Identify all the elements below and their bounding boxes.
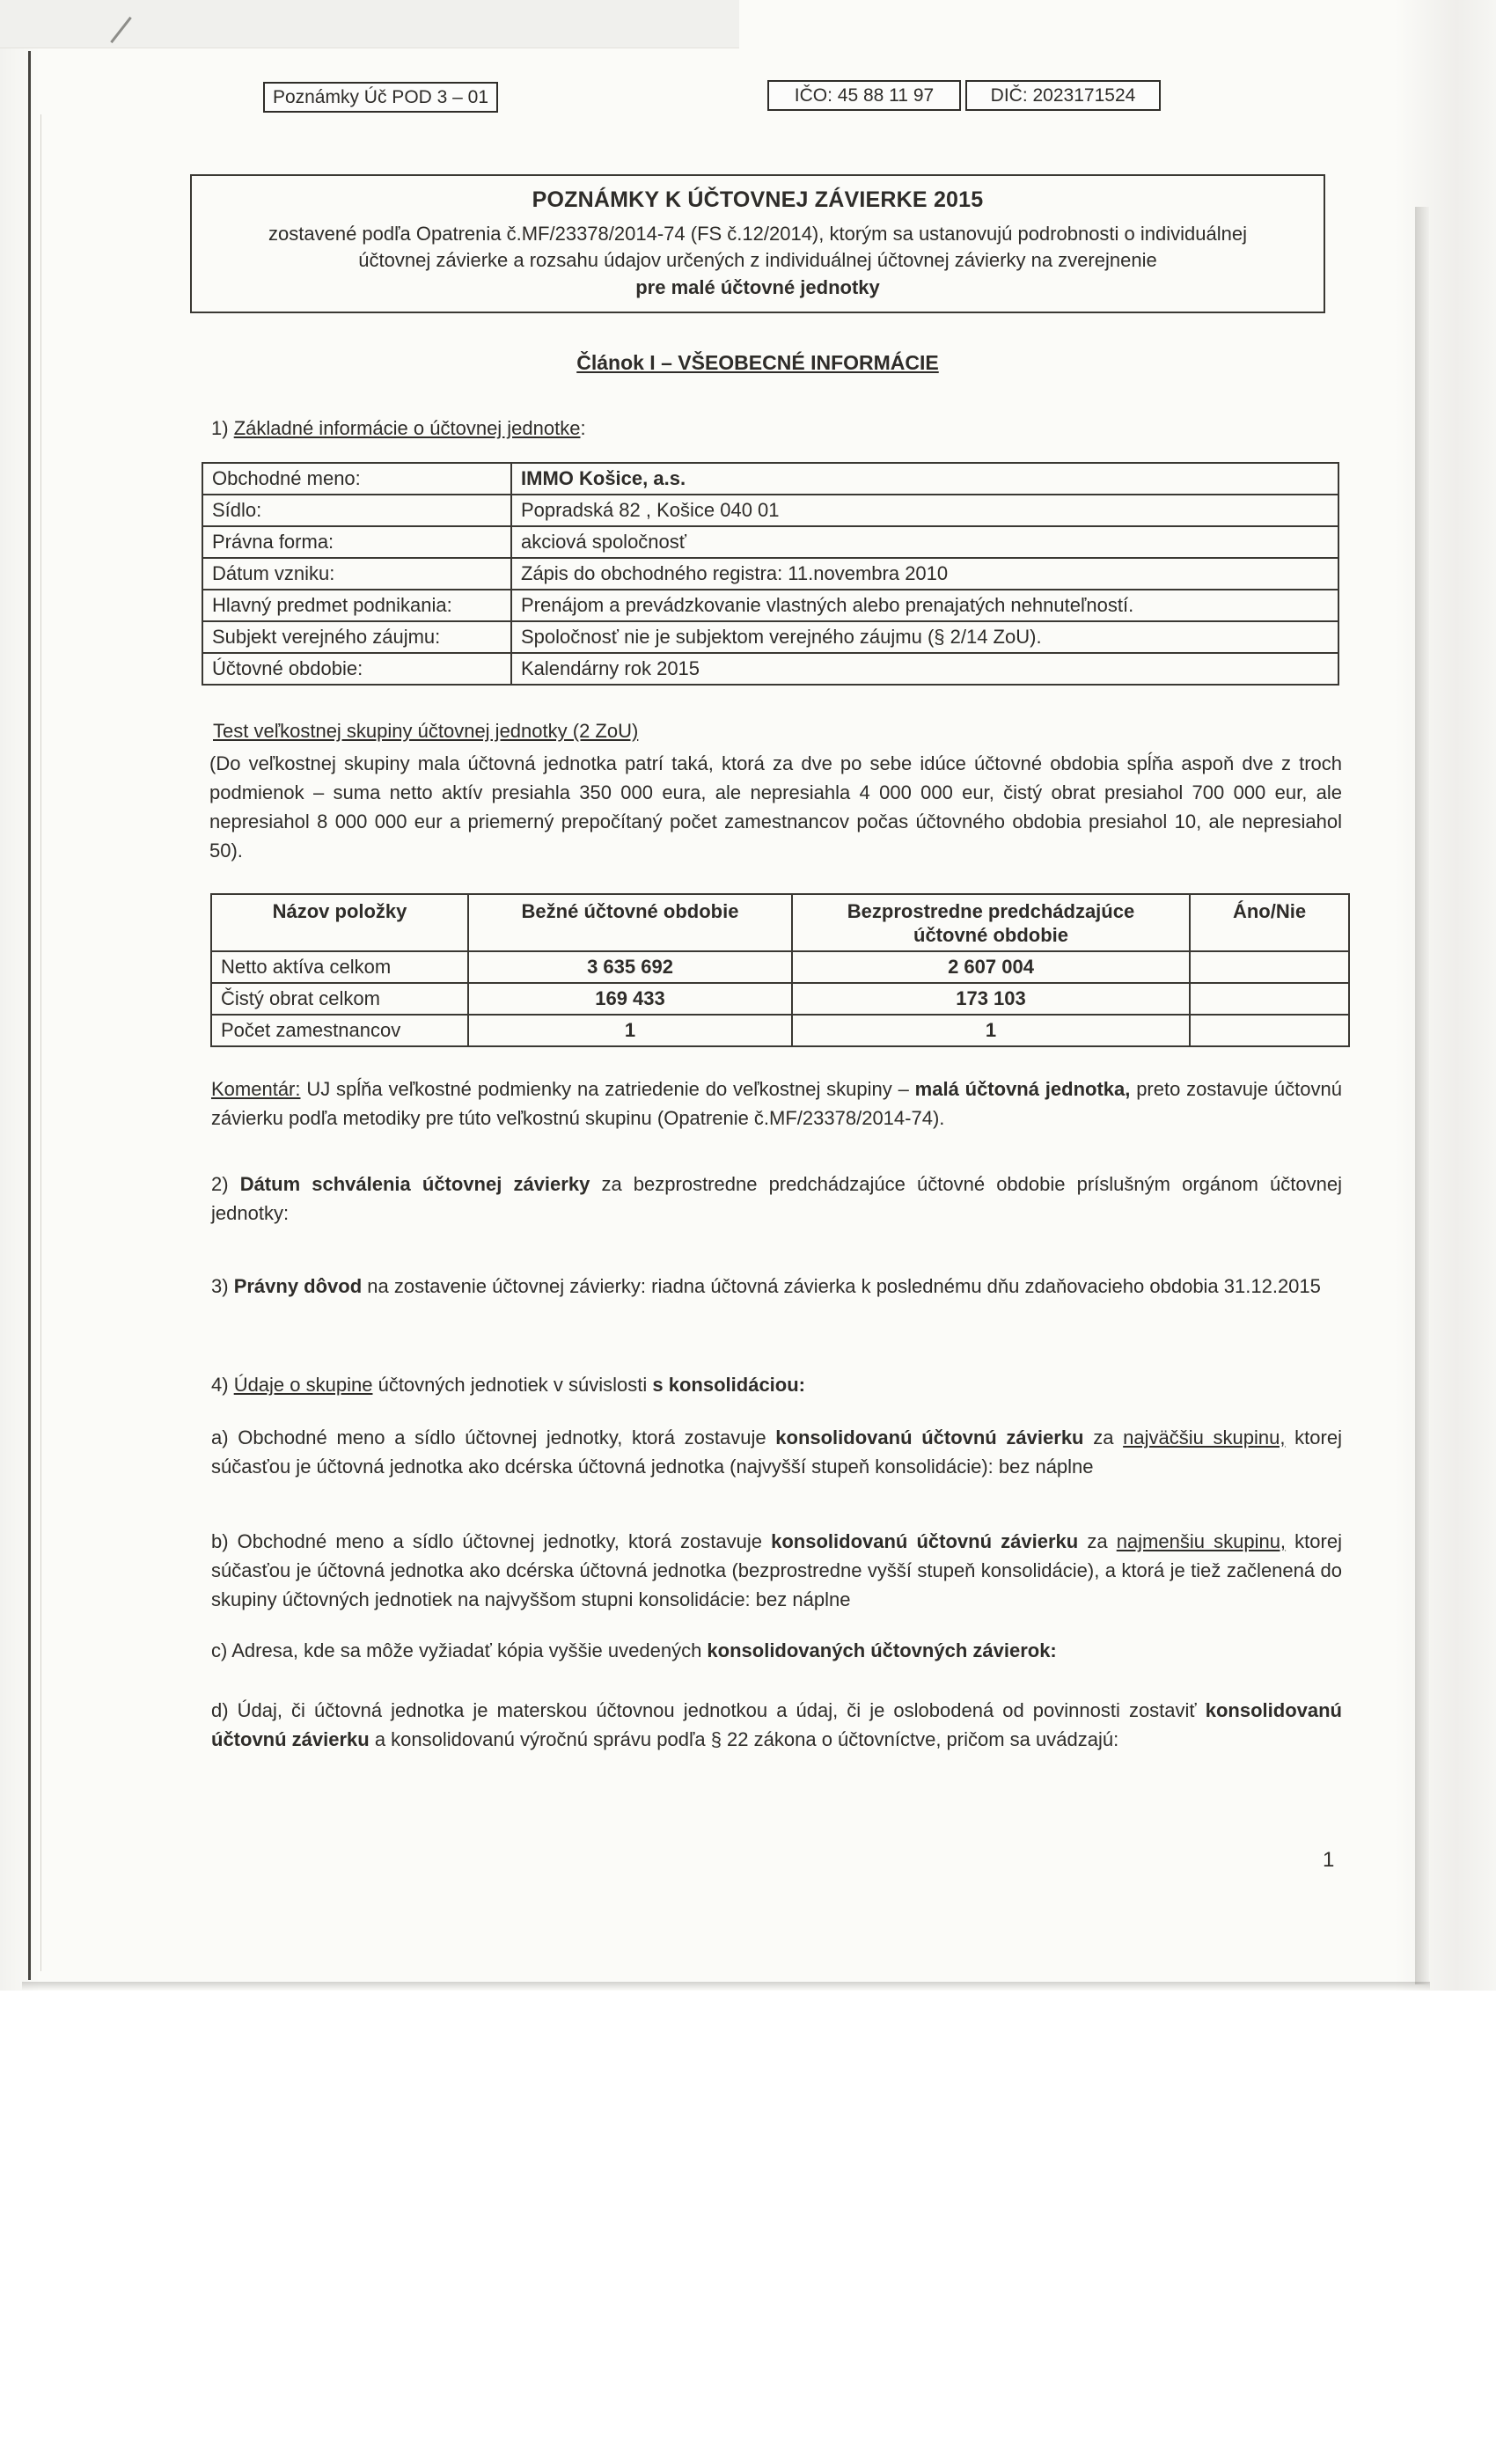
company-info-table [202,462,1339,686]
form-code: Poznámky Úč POD 3 – 01 [272,86,489,107]
text-segment: Dátum schválenia účtovnej závierky [239,1173,590,1195]
info-value: Prenájom a prevádzkovanie vlastných alebo prenajatých nehnuteľností. [511,590,1338,621]
text-segment: a konsolidovanú výročnú správu podľa § 22 zákona o účtovníctve, pričom sa uvádzajú: [369,1728,1119,1750]
paragraph-komentar [211,1074,1342,1133]
table-row [211,983,1349,1015]
table-row [202,526,1338,558]
current-period-value: 1 [468,1015,792,1046]
row-label: Čistý obrat celkom [211,983,468,1015]
yes-no-cell [1190,983,1349,1015]
paragraph-item-a [211,1423,1342,1481]
table-row [211,1015,1349,1046]
form-code-box [263,82,498,113]
text-segment: 2) [211,1173,240,1195]
paragraph-item-2 [211,1170,1342,1228]
info-value: akciová spoločnosť [511,526,1338,558]
text-segment: malá účtovná jednotka, [914,1078,1131,1100]
text-segment: Základné informácie o účtovnej jednotke [233,417,581,439]
text-segment: účtovných jednotiek v súvislosti [372,1374,653,1396]
text-segment: s konsolidáciou: [652,1374,805,1396]
table-row [202,653,1338,685]
text-segment: a) Obchodné meno a sídlo účtovnej jednotky, ktorá zostavuje [211,1426,776,1448]
info-value: IMMO Košice, a.s. [511,463,1338,495]
info-label: Hlavný predmet podnikania: [202,590,511,621]
info-value: Spoločnosť nie je subjektom verejného záujmu (§ 2/14 ZoU). [511,621,1338,653]
text-segment: d) Údaj, či účtovná jednotka je materskou účtovnou jednotkou a údaj, či je oslobodená od povinnosti zostaviť [211,1699,1206,1721]
scan-left-edge-line [28,51,31,1980]
previous-period-value: 1 [792,1015,1190,1046]
table-row [211,951,1349,983]
article-heading-text: Článok I – VŠEOBECNÉ INFORMÁCIE [576,351,939,374]
size-criteria-table [210,893,1350,1047]
size-test-paragraph: (Do veľkostnej skupiny mala účtovná jednotka patrí taká, ktorá za dve po sebe idúce účtovné obdobia spĺňa aspoň dve z troch podmienok – suma netto aktív presiahla 350 000 eura, ale nepresiahla 4 000 000 eur, čistý obrat presiahol 700 000 eur, ale nepresiahol 8 000 000 eur a priemerný prepočítaný počet zamestnancov počas účtovného obdobia presiahol 10, ale nepresiahol 50). [209,752,1342,862]
column-header: Názov položky [211,894,468,951]
info-label: Účtovné obdobie: [202,653,511,685]
text-segment: za [1078,1530,1117,1552]
ico-value: IČO: 45 88 11 97 [794,84,935,106]
column-header: Bezprostredne predchádzajúce účtovné obdobie [792,894,1190,951]
text-segment: c) Adresa, kde sa môže vyžiadať kópia vyššie uvedených [211,1639,708,1661]
table-row [202,463,1338,495]
text-segment: konsolidovanú účtovnú závierku [771,1530,1079,1552]
text-segment: konsolidovaných účtovných závierok: [707,1639,1057,1661]
current-period-value: 3 635 692 [468,951,792,983]
table-row [202,590,1338,621]
text-segment: preto zostavuje účtovnú závierku podľa metodiky pre túto veľkostnú skupinu (Opatrenie č.MF/23378/2014-74). [211,1078,1342,1129]
text-segment: na zostavenie účtovnej závierky: riadna účtovná závierka k poslednému dňu zdaňovacieho obdobia 31.12.2015 [362,1275,1321,1297]
ico-box [767,80,961,111]
text-segment: Údaje o skupine [233,1374,373,1396]
info-label: Sídlo: [202,495,511,526]
paragraph-item-3 [211,1272,1342,1301]
paragraph-item-c [211,1636,1342,1665]
article-heading [190,351,1325,375]
info-label: Dátum vzniku: [202,558,511,590]
text-segment: najmenšiu skupinu, [1116,1530,1287,1552]
info-value: Kalendárny rok 2015 [511,653,1338,685]
text-segment: 4) [211,1374,234,1396]
info-label: Právna forma: [202,526,511,558]
text-segment: 3) [211,1275,234,1297]
document-subtitle-bold: pre malé účtovné jednotky [635,276,880,298]
table-header-row [211,894,1349,951]
document-subtitle: zostavené podľa Opatrenia č.MF/23378/2014-74 (FS č.12/2014), ktorým sa ustanovujú podrobnosti o individuálnej účtovnej závierke a rozsahu údajov určených z individuálnej účtovnej závierky na zverejnenie [268,223,1247,271]
text-segment: ktorej súčasťou je účtovná jednotka ako dcérska účtovná jednotka (najvyšší stupeň konsolidácie): bez náplne [211,1426,1342,1478]
table-row [202,621,1338,653]
text-segment: : [580,417,586,439]
text-segment: za bezprostredne predchádzajúce účtovné obdobie príslušným orgánom účtovnej jednotky: [211,1173,1342,1224]
text-segment: UJ spĺňa veľkostné podmienky na zatriedenie do veľkostnej skupiny – [300,1078,915,1100]
previous-period-value: 173 103 [792,983,1190,1015]
scan-right-edge-shadow [1415,207,1429,1984]
paragraph-item-4 [211,1370,1342,1399]
text-segment: ktorej súčasťou je účtovná jednotka ako dcérska účtovná jednotka (bezprostredne vyšší stupeň konsolidácie), a ktorá je tiež začlenená do skupiny účtovných jednotiek na najvyššom stupni konsolidácie: bez náplne [211,1530,1342,1610]
text-segment: Komentár: [211,1078,301,1100]
text-segment: 1) [211,417,234,439]
document-title: POZNÁMKY K ÚČTOVNEJ ZÁVIERKE 2015 [532,187,984,212]
row-label: Netto aktíva celkom [211,951,468,983]
info-label: Obchodné meno: [202,463,511,495]
table-row [202,558,1338,590]
row-label: Počet zamestnancov [211,1015,468,1046]
dic-box [965,80,1161,111]
text-segment: konsolidovanú účtovnú závierku [211,1699,1342,1750]
text-segment: najväčšiu skupinu, [1123,1426,1286,1448]
info-value: Popradská 82 , Košice 040 01 [511,495,1338,526]
scan-bottom-edge-shadow [22,1982,1430,1991]
page-number: 1 [1323,1848,1335,1872]
section-1-heading [211,417,586,440]
info-value: Zápis do obchodného registra: 11.novembra 2010 [511,558,1338,590]
text-segment: za [1083,1426,1124,1448]
column-header: Áno/Nie [1190,894,1349,951]
previous-period-value: 2 607 004 [792,951,1190,983]
current-period-value: 169 433 [468,983,792,1015]
yes-no-cell [1190,951,1349,983]
yes-no-cell [1190,1015,1349,1046]
info-label: Subjekt verejného záujmu: [202,621,511,653]
text-segment: b) Obchodné meno a sídlo účtovnej jednotky, ktorá zostavuje [211,1530,772,1552]
text-segment: Právny dôvod [233,1275,363,1297]
size-test-heading: Test veľkostnej skupiny účtovnej jednotky (2 ZoU) [213,720,639,742]
scan-left-fold-line [40,114,41,1971]
table-row [202,495,1338,526]
dic-value: DIČ: 2023171524 [990,84,1136,106]
text-segment: konsolidovanú účtovnú závierku [775,1426,1084,1448]
paragraph-item-d [211,1696,1342,1754]
paragraph-item-b [211,1527,1342,1614]
column-header: Bežné účtovné obdobie [468,894,792,951]
title-box [190,174,1325,313]
